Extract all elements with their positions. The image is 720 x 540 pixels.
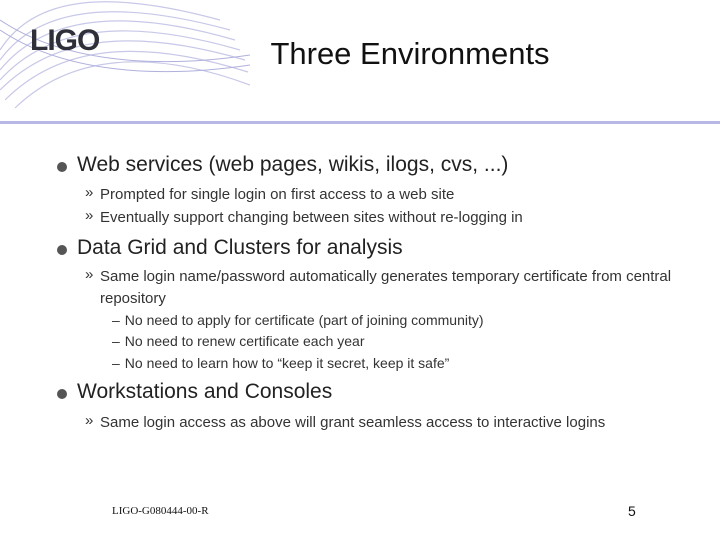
sub-item-text: Same login name/password automatically generates temporary certificate from central repository xyxy=(100,268,672,307)
subsub-item-text: No need to apply for certificate (part of joining community) xyxy=(124,312,484,328)
bullet-dot-icon xyxy=(57,245,67,255)
subsub-item xyxy=(112,312,484,328)
subsub-item-text: No need to learn how to “keep it secret, keep it safe” xyxy=(124,355,450,371)
sub-item-text: Eventually support changing between sites without re-logging in xyxy=(100,209,523,226)
subsub-item xyxy=(112,333,365,349)
bullet-dot-icon xyxy=(57,389,67,399)
subsub-item-text: No need to renew certificate each year xyxy=(124,333,365,349)
subsub-marker: – xyxy=(112,355,120,371)
page-number: 5 xyxy=(628,503,636,519)
slide-title: Three Environments xyxy=(270,36,550,71)
sub-item-text: Same login access as above will grant seamless access to interactive logins xyxy=(100,414,606,431)
sub-marker: » xyxy=(85,266,94,283)
sub-marker: » xyxy=(85,412,94,429)
subsub-item xyxy=(112,355,449,371)
subsub-marker: – xyxy=(112,312,120,328)
bullet-text: Data Grid and Clusters for analysis xyxy=(77,236,403,259)
title-divider xyxy=(0,121,720,124)
subsub-marker: – xyxy=(112,333,120,349)
bullet-dot-icon xyxy=(57,162,67,172)
bullet-text: Web services (web pages, wikis, ilogs, cvs, ...) xyxy=(77,153,509,176)
bullet-text: Workstations and Consoles xyxy=(77,380,333,403)
ligo-logo: LIGO xyxy=(30,24,100,57)
sub-marker: » xyxy=(85,184,94,201)
sub-item-text: Prompted for single login on first access to a web site xyxy=(100,186,455,203)
document-id: LIGO-G080444-00-R xyxy=(112,505,209,517)
sub-marker: » xyxy=(85,207,94,224)
